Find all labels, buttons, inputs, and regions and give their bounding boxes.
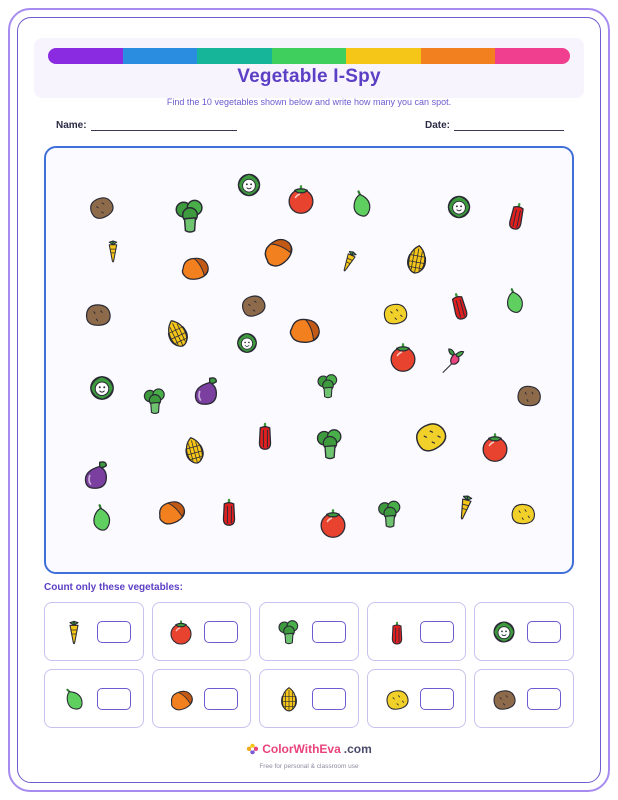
carrot-icon — [57, 615, 91, 649]
count-cell-brown-potato — [474, 669, 574, 728]
carrot-icon — [98, 236, 128, 266]
ispy-panel — [44, 146, 574, 574]
date-input-rule[interactable] — [454, 120, 564, 131]
flower-icon — [246, 743, 259, 756]
name-date-row — [48, 120, 570, 138]
cabbage-icon — [442, 190, 476, 224]
sweet-potato-icon — [277, 301, 333, 357]
name-field[interactable] — [56, 120, 237, 131]
count-cell-yellow-potato — [367, 669, 467, 728]
red-bell-pepper-icon — [436, 282, 483, 329]
count-cell-tomato — [152, 602, 252, 661]
brown-potato-icon — [487, 682, 521, 716]
sweet-potato-icon — [172, 244, 219, 291]
green-chili-pepper-icon — [57, 682, 91, 716]
color-bar-segment-4 — [346, 48, 421, 64]
page-subtitle: Find the 10 vegetables shown below and write how many you can spot. — [166, 97, 452, 107]
red-bell-pepper-icon — [494, 192, 539, 237]
yellow-potato-icon — [503, 493, 542, 532]
broccoli-icon — [312, 370, 344, 402]
brown-potato-icon — [233, 285, 272, 324]
cabbage-icon — [232, 168, 266, 202]
tomato-icon — [314, 504, 352, 542]
red-bell-pepper-icon — [246, 416, 284, 454]
color-bar-segment-2 — [197, 48, 272, 64]
cabbage-icon — [84, 370, 120, 406]
corn-icon — [272, 682, 306, 716]
page-title: Vegetable I-Spy — [237, 66, 381, 87]
count-cell-red-bell-pepper — [367, 602, 467, 661]
count-input-red-bell-pepper[interactable] — [420, 621, 454, 643]
brand-logo — [246, 742, 372, 756]
red-bell-pepper-icon — [210, 492, 248, 530]
yellow-potato-icon — [402, 408, 458, 464]
cabbage-icon — [232, 328, 262, 358]
count-input-broccoli[interactable] — [312, 621, 346, 643]
date-label: Date: — [424, 120, 450, 131]
count-input-brown-potato[interactable] — [527, 688, 561, 710]
count-cell-carrot — [44, 602, 144, 661]
broccoli-icon — [310, 424, 350, 464]
color-bar-segment-6 — [495, 48, 570, 64]
brown-potato-icon — [80, 186, 122, 228]
count-input-green-chili-pepper[interactable] — [97, 688, 131, 710]
sweet-potato-icon — [164, 682, 198, 716]
green-chili-pepper-icon — [339, 181, 385, 227]
yellow-potato-icon — [380, 682, 414, 716]
count-cell-sweet-potato — [152, 669, 252, 728]
color-bar-segment-0 — [48, 48, 123, 64]
brand-name: ColorWithEva — [262, 742, 341, 756]
sweet-potato-icon — [152, 492, 190, 530]
carrot-icon — [329, 241, 369, 281]
tomato-icon — [282, 180, 320, 218]
brown-potato-icon — [508, 374, 550, 416]
count-input-tomato[interactable] — [204, 621, 238, 643]
eggplant-icon — [78, 454, 118, 494]
green-chili-pepper-icon — [493, 279, 537, 323]
tomato-icon — [164, 615, 198, 649]
brand-suffix: .com — [343, 742, 372, 756]
count-grid — [44, 602, 574, 728]
green-chili-pepper-icon — [78, 494, 126, 542]
red-bell-pepper-icon — [380, 615, 414, 649]
footer-note: Free for personal & classroom use — [259, 762, 359, 770]
tomato-icon — [384, 338, 422, 376]
color-bar — [48, 48, 570, 64]
sweet-potato-icon — [250, 224, 304, 278]
count-cell-broccoli — [259, 602, 359, 661]
cabbage-icon — [487, 615, 521, 649]
footer — [0, 742, 618, 770]
color-bar-segment-3 — [272, 48, 347, 64]
count-cell-corn — [259, 669, 359, 728]
count-cell-green-chili-pepper — [44, 669, 144, 728]
color-bar-segment-1 — [123, 48, 198, 64]
broccoli-icon — [138, 384, 172, 418]
broccoli-icon — [168, 194, 212, 238]
name-input-rule[interactable] — [91, 120, 237, 131]
tomato-icon — [476, 428, 514, 466]
carrot-icon — [444, 486, 486, 528]
yellow-potato-icon — [378, 296, 412, 330]
corn-icon — [172, 428, 216, 472]
count-cell-cabbage — [474, 602, 574, 661]
broccoli-icon — [272, 615, 306, 649]
count-input-carrot[interactable] — [97, 621, 131, 643]
count-input-cabbage[interactable] — [527, 621, 561, 643]
count-input-sweet-potato[interactable] — [204, 688, 238, 710]
color-bar-segment-5 — [421, 48, 496, 64]
eggplant-icon — [188, 370, 228, 410]
radish-icon — [436, 344, 470, 378]
count-input-yellow-potato[interactable] — [420, 688, 454, 710]
name-label: Name: — [56, 120, 87, 131]
date-field[interactable] — [425, 120, 564, 131]
count-section-label: Count only these vegetables: — [44, 582, 183, 593]
broccoli-icon — [372, 496, 408, 532]
count-input-corn[interactable] — [312, 688, 346, 710]
corn-icon — [152, 308, 202, 358]
corn-icon — [395, 237, 439, 281]
brown-potato-icon — [77, 293, 119, 335]
